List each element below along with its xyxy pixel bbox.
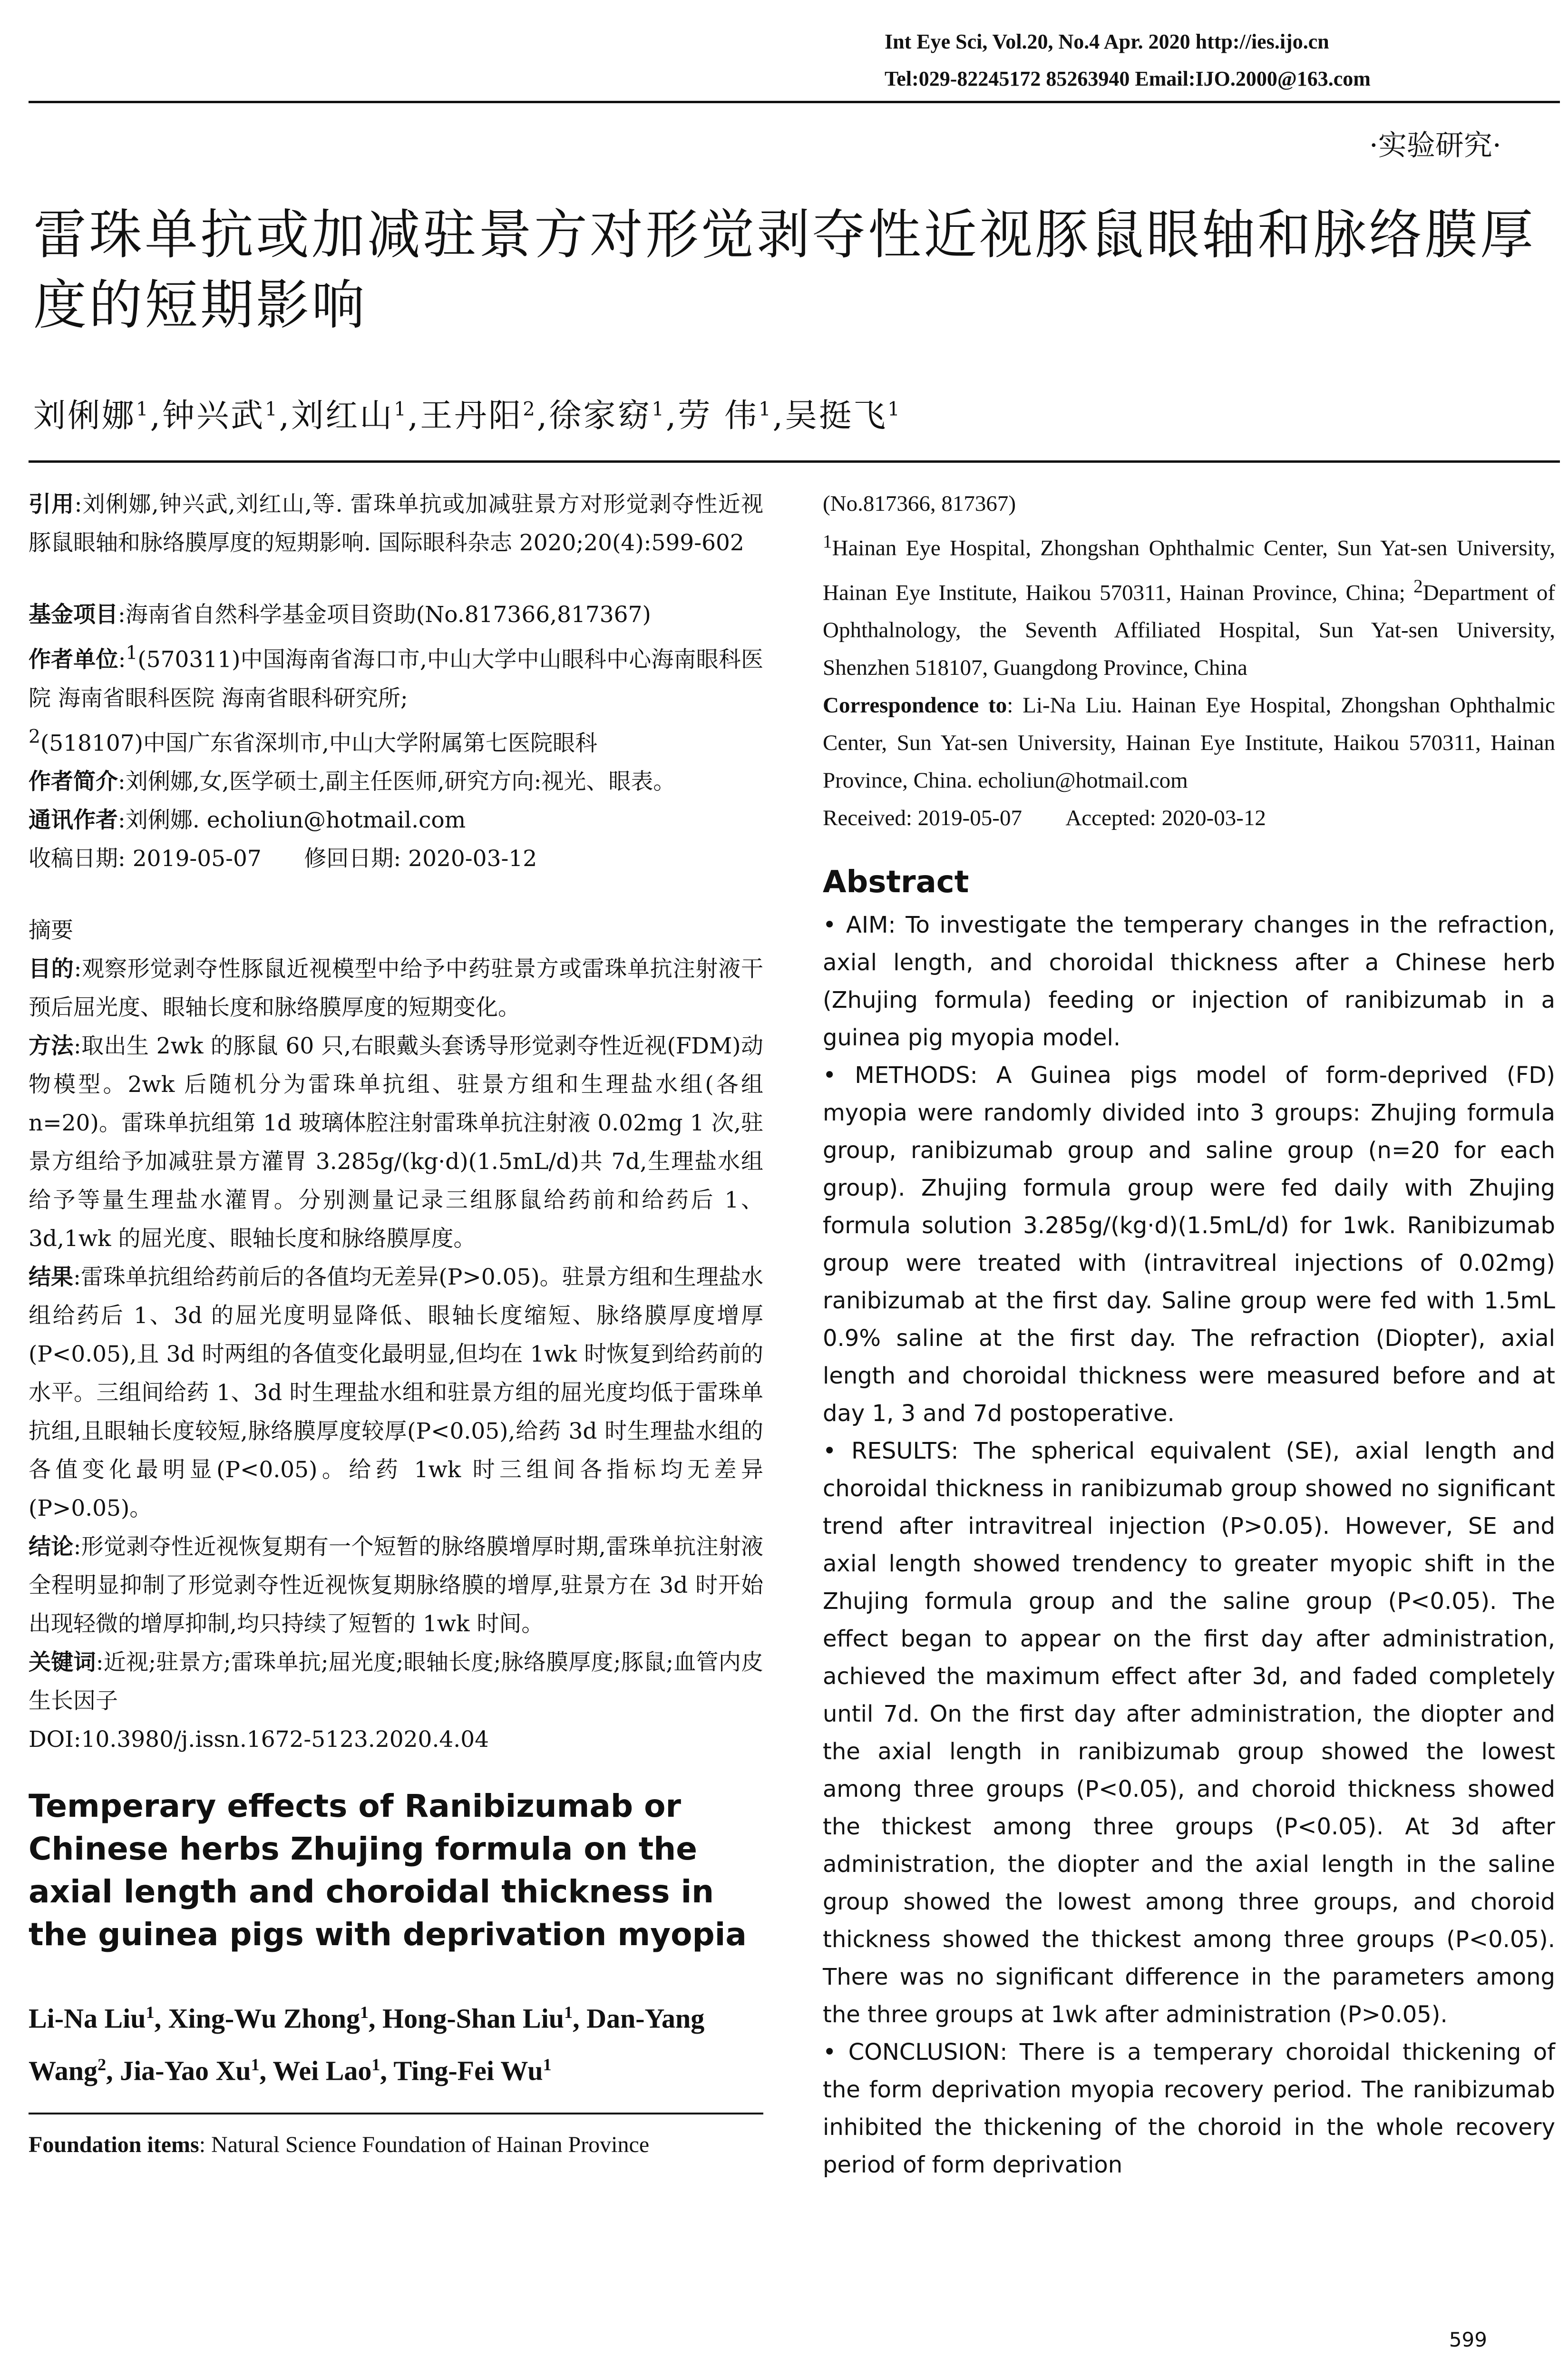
author: 刘俐娜	[33, 397, 136, 435]
abstract-results-en: • RESULTS: The spherical equivalent (SE), axial length and choroidal thickness in ranibizumab group showed no significant trend after intravitreal injection (P>0.05). However, SE and axial length showed trendency to greater myopic shift in the Zhujing formula group and the saline group (P<0.05). The effect began to appear on the first day after administration, achieved the maximum effect after 3d, and faded completely until 7d. On the first day after administration, the diopter and the axial length in ranibizumab group showed the lowest among three groups (P<0.05), and choroid thickness showed the thickest among three groups (P<0.05). At 3d after administration, the diopter and the axial length in the saline group showed the lowest among three groups, and choroid thickness showed the thickest among three groups (P<0.05). There was no significant difference in the parameters among the three groups at 1wk after administration (P>0.05).	[823, 1438, 1555, 2028]
author: 劳 伟	[678, 397, 759, 435]
abstract-results-zh: 结果:雷珠单抗组给药前后的各值均无差异(P>0.05)。驻景方组和生理盐水组给药后 1、3d 的屈光度明显降低、眼轴长度缩短、脉络膜厚度增厚(P<0.05),且 3d 时两组的各值变化最明显,但均在 1wk 时恢复到给药前的水平。三组间给药 1、3d 时生理盐水组和驻景方组的屈光度均低于雷珠单抗组,且眼轴长度较短,脉络膜厚度较厚(P<0.05),给药 3d 时生理盐水组的各值变化最明显(P<0.05)。给药 1wk 时三组间各指标均无差异(P>0.05)。	[29, 1264, 763, 1522]
fund-info: 基金项目:海南省自然科学基金项目资助(No.817366,817367)	[29, 602, 651, 628]
author: 刘红山	[291, 397, 394, 435]
foundation-continued: (No.817366, 817367)	[823, 491, 1016, 516]
author: 钟兴武	[162, 397, 265, 435]
abstract-methods-en: • METHODS: A Guinea pigs model of form-deprived (FD) myopia were randomly divided into 3 groups: Zhujing formula group, ranibizumab group and saline group (n=20 for each group). Zhujing formula group were fed daily with Zhujing formula solution 3.285g/(kg·d)(1.5mL/d) for 1wk. Ranibizumab group were treated with (intravitreal injections of 0.02mg) ranibizumab at the first day. Saline group were fed with 1.5mL 0.9% saline at the first day. The refraction (Diopter), axial length and choroidal thickness were measured before and at day 1, 3 and 7d postoperative.	[823, 1062, 1555, 1427]
author-list-zh: 刘俐娜$^1$,钟兴武$^1$,刘红山$^1$,王丹阳$^2$,徐家窈$^1$,劳 伟$^1$,吴挺飞$^1$	[33, 397, 902, 435]
page-number: 599	[1449, 2328, 1487, 2351]
affiliation-mark: 1	[652, 398, 666, 420]
dates-en: Received: 2019-05-07 Accepted: 2020-03-12	[823, 806, 1266, 831]
affiliation-mark: 1	[887, 398, 902, 420]
abstract-aim-en: • AIM: To investigate the temperary changes in the refraction, axial length, and choroidal thickness after a Chinese herb (Zhujing formula) feeding or injection of ranibizumab in a guinea pig myopia model.	[823, 912, 1555, 1052]
author-units: 作者单位:$^1$(570311)中国海南省海口市,中山大学中山眼科中心海南眼科医院 海南省眼科医院 海南省眼科研究所; $^2$(518107)中国广东省深圳市,中山大学附属第七医院眼科	[29, 643, 764, 757]
dates-zh: 收稿日期: 2019-05-07 修回日期: 2020-03-12	[29, 846, 537, 872]
abstract-conclusion-en: • CONCLUSION: There is a temperary choroidal thickening of the form deprivation myopia recovery period. The ranibizumab inhibited the thickening of the choroid in the whole recovery period of form deprivation	[823, 2039, 1555, 2179]
footnote-divider	[29, 2113, 763, 2114]
right-column	[823, 485, 1555, 2184]
english-title: Temperary effects of Ranibizumab or Chinese herbs Zhujing formula on the axial length and choroidal thickness in the guinea pigs with deprivation myopia	[29, 1788, 747, 1953]
affiliation-mark: 1	[265, 398, 279, 420]
author: 王丹阳	[420, 397, 523, 435]
left-column	[29, 485, 763, 2164]
journal-info-line: Int Eye Sci, Vol.20, No.4 Apr. 2020 http://ies.ijo.cn	[885, 30, 1329, 53]
affiliation-mark: 1	[759, 398, 773, 420]
affiliation-mark: 2	[523, 398, 537, 420]
author: 徐家窈	[549, 397, 652, 435]
article-title: 雷珠单抗或加减驻景方对形觉剥夺性近视豚鼠眼轴和脉络膜厚度的短期影响	[33, 204, 1536, 336]
keywords-zh: 关键词:近视;驻景方;雷珠单抗;屈光度;眼轴长度;脉络膜厚度;豚鼠;血管内皮生长因子	[29, 1649, 764, 1715]
affiliations-en: $^1$Hainan Eye Hospital, Zhongshan Ophthalmic Center, Sun Yat-sen University, Hainan Eye Institute, Haikou 570311, Hainan Province, China; $^2$Department of Ophthalnology, the Seventh Affiliated Hospital, Sun Yat-sen University, Shenzhen 518107, Guangdong Province, China	[823, 531, 1555, 681]
author: 吴挺飞	[785, 397, 888, 435]
citation: 引用:刘俐娜,钟兴武,刘红山,等. 雷珠单抗或加减驻景方对形觉剥夺性近视豚鼠眼轴和脉络膜厚度的短期影响. 国际眼科杂志 2020;20(4):599-602	[29, 491, 763, 556]
abstract-heading-zh: 摘要	[29, 917, 73, 944]
abstract-heading-en: Abstract	[823, 865, 969, 900]
title-divider	[29, 460, 1560, 463]
doi: DOI:10.3980/j.issn.1672-5123.2020.4.04	[29, 1726, 489, 1753]
author-list-en: Li-Na Liu$^1$, Xing-Wu Zhong$^1$, Hong-Shan Liu$^1$, Dan-Yang Wang$^2$, Jia-Yao Xu$^1$, Wei Lao$^1$, Ting-Fei Wu$^1$	[29, 2003, 705, 2086]
abstract-conclusion-zh: 结论:形觉剥夺性近视恢复期有一个短暂的脉络膜增厚时期,雷珠单抗注射液全程明显抑制了形觉剥夺性近视恢复期脉络膜的增厚,驻景方在 3d 时开始出现轻微的增厚抑制,均只持续了短暂的 1wk 时间。	[29, 1534, 763, 1637]
abstract-methods-zh: 方法:取出生 2wk 的豚鼠 60 只,右眼戴头套诱导形觉剥夺性近视(FDM)动物模型。2wk 后随机分为雷珠单抗组、驻景方组和生理盐水组(各组 n=20)。雷珠单抗组第 1d 玻璃体腔注射雷珠单抗注射液 0.02mg 1 次,驻景方组给予加减驻景方灌胃 3.285g/(kg·d)(1.5mL/d)共 7d,生理盐水组给予等量生理盐水灌胃。分别测量记录三组豚鼠给药前和给药后 1、3d,1wk 的屈光度、眼轴长度和脉络膜厚度。	[29, 1033, 764, 1252]
affiliation-mark: 1	[394, 398, 408, 420]
section-label: ·实验研究·	[1369, 129, 1501, 162]
corresponding-author: 通讯作者:刘俐娜. echoliun@hotmail.com	[29, 807, 466, 834]
header-divider	[29, 101, 1560, 103]
journal-contact-line: Tel:029-82245172 85263940 Email:IJO.2000@163.com	[885, 67, 1371, 90]
author-bio: 作者简介:刘俐娜,女,医学硕士,副主任医师,研究方向:视光、眼表。	[29, 769, 676, 795]
foundation-items: Foundation items: Natural Science Foundation of Hainan Province	[29, 2132, 650, 2157]
affiliation-mark: 1	[136, 398, 150, 420]
correspondence-en: Correspondence to: Li-Na Liu. Hainan Eye Hospital, Zhongshan Ophthalmic Center, Sun Yat-sen University, Hainan Eye Institute, Haikou 570311, Hainan Province, China. echoliun@hotmail.com	[823, 693, 1555, 793]
abstract-aim-zh: 目的:观察形觉剥夺性豚鼠近视模型中给予中药驻景方或雷珠单抗注射液干预后屈光度、眼轴长度和脉络膜厚度的短期变化。	[29, 956, 763, 1021]
